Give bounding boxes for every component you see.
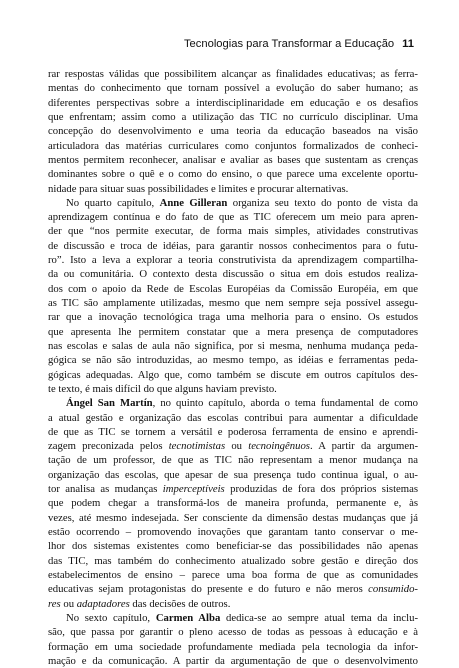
text-span: . A partir da argumen- bbox=[309, 440, 418, 453]
text-span: diferentes perspectivas sobre a interdisciplinaridade em educação e os desafios bbox=[48, 96, 418, 109]
text-line bbox=[48, 582, 418, 596]
text-span: nidade para situar suas possibilidades e limites e procurar alternativas. bbox=[48, 182, 349, 195]
text-line bbox=[48, 611, 418, 625]
text-line bbox=[48, 640, 418, 654]
text-span: , no quinto capítulo, aborda o tema fundamental de como bbox=[152, 397, 418, 410]
text-line bbox=[48, 525, 418, 539]
text-span: der que “nos permite executar, de forma mais simples, atividades construtivas bbox=[48, 225, 418, 238]
author-name: Ángel San Martín bbox=[66, 397, 153, 410]
text-line bbox=[48, 196, 418, 210]
text-line bbox=[48, 654, 418, 668]
text-span: são, que passa por garantir o pleno acesso de todas as pessoas à educação e à bbox=[48, 626, 418, 639]
text-span: concepção do desenvolvimento e uma teoria da educação baseados na visão bbox=[48, 125, 418, 138]
text-line bbox=[48, 81, 418, 95]
text-line bbox=[48, 139, 418, 153]
text-line bbox=[48, 368, 418, 382]
text-line bbox=[48, 210, 418, 224]
emphasis-text: tecnoingênuos bbox=[248, 440, 310, 453]
text-span: nas escolas e salas de aula não significa, por si mesma, nenhuma mudança peda- bbox=[48, 339, 418, 352]
text-span: da ou comunitária. O contexto desta discussão o situa em dois estudos realiza- bbox=[48, 268, 418, 281]
text-span: estão ocorrendo – promovendo inovações que garantam tanto conservar o me- bbox=[48, 526, 418, 538]
text-line bbox=[48, 482, 418, 496]
text-span: que apresenta lhe permitem constatar que a mera presença de computadores bbox=[48, 325, 418, 338]
text-line bbox=[48, 224, 418, 238]
text-span: produzidas de fora dos próprios sistemas bbox=[224, 483, 419, 496]
body-text bbox=[48, 67, 418, 668]
text-line bbox=[48, 339, 418, 353]
text-line bbox=[48, 439, 418, 453]
text-line bbox=[48, 239, 418, 253]
text-line bbox=[48, 124, 418, 138]
text-line bbox=[48, 96, 418, 110]
text-line bbox=[48, 282, 418, 296]
running-header bbox=[184, 38, 414, 50]
text-span: mentas do conhecimento que tornam possível a evolução do saber humano; as bbox=[48, 82, 418, 95]
text-line bbox=[48, 396, 418, 410]
text-line bbox=[48, 411, 418, 425]
text-span: tor analisa as mudanças bbox=[48, 483, 163, 496]
emphasis-text: adaptadores bbox=[76, 597, 130, 610]
text-span: ro”. Isto a leva a explorar a teoria construtivista da aprendizagem compartilha- bbox=[48, 254, 418, 267]
text-span: rar respostas válidas que possibilitem alcançar as finalidades educativas; as ferra- bbox=[48, 68, 418, 80]
text-line bbox=[48, 568, 418, 582]
text-span: mentos permitem reconhecer, analisar e avaliar as bases que sustentam as crenças bbox=[48, 153, 418, 166]
text-span: educativas sejam protagonistas do presente e do futuro e não meros bbox=[48, 583, 369, 596]
text-span: ou bbox=[60, 597, 77, 610]
text-span: de discussão e troca de idéias, para garantir nossos conhecimentos para o futu- bbox=[48, 239, 418, 252]
text-span: das TIC, mas também do conhecimento atualizado sobre gestão e direção dos bbox=[48, 554, 418, 567]
text-span: a atual gestão e organização das escolas contribui para aumentar a dificuldade bbox=[48, 411, 418, 424]
text-span: No sexto capítulo, bbox=[66, 611, 156, 624]
text-span: tação de um professor, de que as TIC não representam a menor mudança na bbox=[48, 454, 418, 467]
text-line bbox=[48, 182, 418, 196]
text-span: No quarto capítulo, bbox=[66, 196, 160, 209]
page-number: 11 bbox=[402, 38, 414, 50]
text-span: mação e da comunicação. A partir da argumentação de que o desenvolvimento bbox=[48, 654, 418, 667]
emphasis-text: imperceptíveis bbox=[162, 483, 225, 496]
text-line bbox=[48, 382, 418, 396]
text-span: vezes, até mesmo indesejada. Ser consciente da dimensão destas mudanças que já bbox=[48, 511, 418, 524]
text-line bbox=[48, 310, 418, 324]
text-line bbox=[48, 625, 418, 639]
emphasis-text: tecnotimistas bbox=[168, 440, 226, 453]
text-line bbox=[48, 554, 418, 568]
text-span: de que as TIC se tornem a versátil e poderosa ferramenta de ensino e aprendi- bbox=[48, 425, 418, 438]
text-span: gógica se não são introduzidas, ao mesmo tempo, as idéias e ferramentas peda- bbox=[48, 354, 418, 367]
emphasis-text: consumido- bbox=[368, 583, 418, 596]
text-line bbox=[48, 325, 418, 339]
text-line bbox=[48, 353, 418, 367]
text-span: organiza seu texto do ponto de vista da bbox=[227, 196, 418, 209]
text-span: que enfrentam; assim como a utilização das TIC no currículo disciplinar. Uma bbox=[48, 110, 418, 123]
text-span: aprendizagem contínua e do fato de que as TIC oferecem um meio para apren- bbox=[48, 211, 418, 224]
text-span: ou bbox=[225, 440, 249, 453]
text-span: estabelecimentos de ensino – parece uma boa forma de que as comunidades bbox=[48, 568, 418, 581]
text-span: gógicas adequadas. Algo que, como também se discute em outros capítulos des- bbox=[48, 368, 418, 381]
text-span: te texto, é mais difícil do que alguns haviam previsto. bbox=[48, 382, 277, 395]
text-span: que podem chegar a transformá-los de maneira profunda, permanente e, às bbox=[48, 497, 418, 510]
text-span: lhor dos sistemas existentes como beneficiar-se das possibilidades não apenas bbox=[48, 540, 418, 553]
text-line bbox=[48, 539, 418, 553]
text-line bbox=[48, 67, 418, 81]
text-span: rar que a inovação tecnológica traga uma melhoria para o ensino. Os estudos bbox=[48, 311, 418, 324]
author-name: Carmen Alba bbox=[155, 611, 221, 624]
text-line bbox=[48, 267, 418, 281]
text-span: organização das escolas, que apesar de sua presença tudo continua igual, o au- bbox=[48, 468, 418, 481]
text-line bbox=[48, 167, 418, 181]
text-line bbox=[48, 425, 418, 439]
text-line bbox=[48, 496, 418, 510]
text-line bbox=[48, 296, 418, 310]
text-span: zagem preconizada pelos bbox=[48, 440, 169, 453]
text-line bbox=[48, 511, 418, 525]
text-line bbox=[48, 468, 418, 482]
emphasis-text: res bbox=[48, 597, 61, 610]
text-span: formação em uma sociedade profundamente mediada pela tecnologia da infor- bbox=[48, 640, 418, 653]
text-span: articuladora das matérias curriculares como conjuntos formalizados de conheci- bbox=[48, 139, 418, 152]
text-line bbox=[48, 153, 418, 167]
text-line bbox=[48, 453, 418, 467]
text-span: dos com o apoio da Rede de Escolas Européias da Comissão Européia, em que bbox=[48, 282, 418, 295]
text-span: dominantes sobre o quê e o como do ensino, o que parece uma excelente oportu- bbox=[48, 168, 418, 181]
text-span: as TIC são amplamente utilizadas, mesmo que nem sempre seja possível assegu- bbox=[48, 297, 418, 309]
text-span: dedica-se ao sempre atual tema da inclu- bbox=[220, 611, 419, 624]
text-span: das decisões de outros. bbox=[129, 597, 231, 610]
text-line bbox=[48, 597, 418, 611]
running-header-title: Tecnologias para Transformar a Educação bbox=[183, 38, 395, 50]
author-name: Anne Gilleran bbox=[159, 196, 228, 209]
text-line bbox=[48, 253, 418, 267]
text-line bbox=[48, 110, 418, 124]
